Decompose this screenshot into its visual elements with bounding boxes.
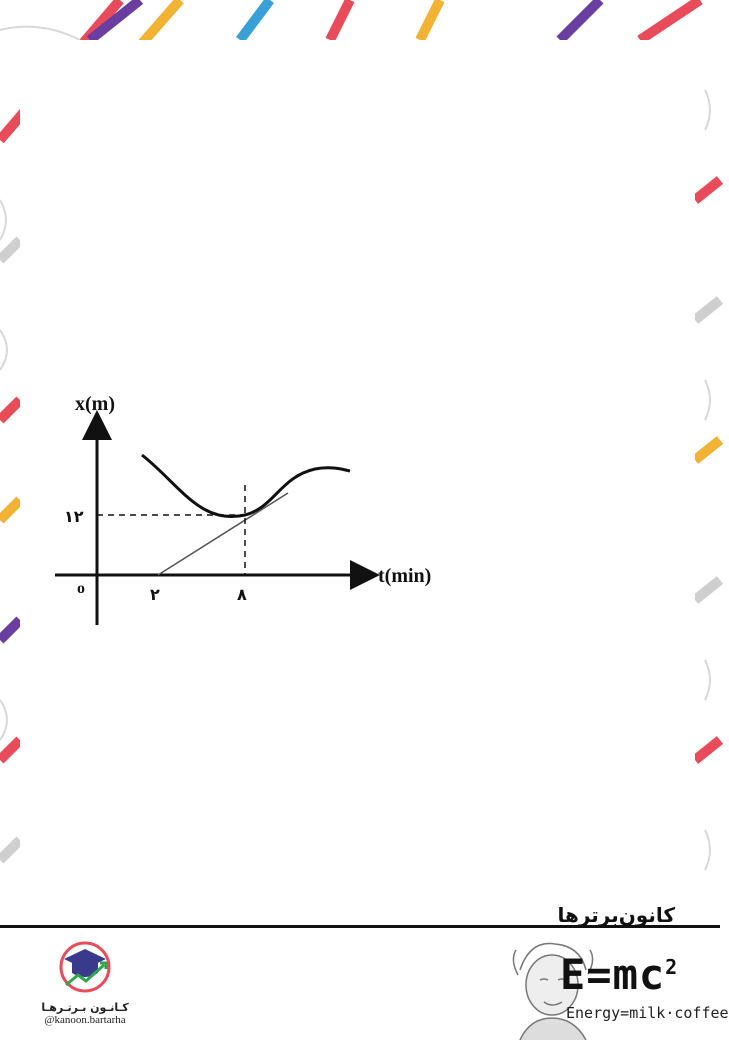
emc-formula: $E=mc^2$	[560, 950, 679, 999]
x-tick-label-2: ۲	[150, 585, 160, 604]
y-axis-label: x(m)	[75, 393, 115, 415]
y-tick-label: ۱۲	[64, 507, 84, 526]
brand-logo	[40, 935, 130, 1026]
instagram-handle: @kanoon.bartarha	[44, 1014, 126, 1026]
tangent-line	[158, 493, 288, 575]
position-time-graph	[50, 385, 470, 645]
logo-brand-text: کـانـون بـرتـرهـا	[41, 1001, 129, 1014]
graduation-cap-icon	[50, 935, 120, 995]
energy-tagline: Energy=milk·coffee	[566, 1004, 729, 1022]
x-axis-label: t(min)	[378, 565, 432, 587]
signature-logo	[557, 900, 680, 928]
svg-text:کانون‌برترها: کانون‌برترها	[557, 903, 675, 927]
brand-signature	[557, 900, 680, 932]
origin-label: o	[77, 580, 85, 597]
x-tick-label-8: ۸	[237, 585, 247, 604]
position-curve	[142, 455, 350, 517]
